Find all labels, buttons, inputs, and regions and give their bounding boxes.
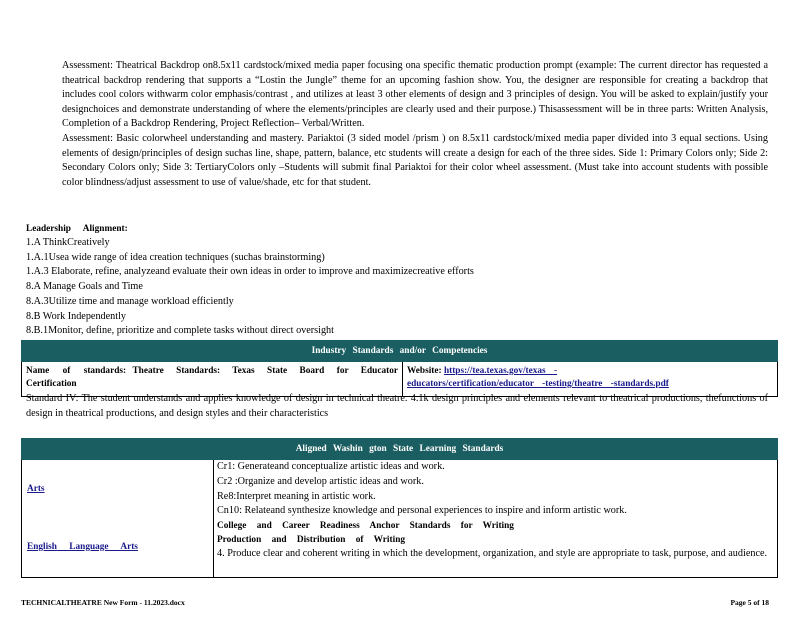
leadership-heading: Leadership Alignment: — [26, 224, 128, 234]
website-label: Website: — [407, 366, 442, 376]
leadership-line: 8.A Manage Goals and Time — [26, 281, 143, 293]
arts-standard: Cr2 :Organize and develop artistic ideas and work. — [217, 475, 424, 487]
leadership-line: 8.A.3Utilize time and manage workload efficiently — [26, 295, 234, 307]
standards-column — [214, 460, 777, 577]
leadership-line: 1.A.3 Elaborate, refine, analyzeand evaluate their own ideas in order to improve and maximizecreative efforts — [26, 266, 474, 278]
leadership-line: 8.B.1Monitor, define, prioritize and complete tasks without direct oversight — [26, 325, 334, 337]
washington-standards-banner: Aligned Washin gton State Learning Standards — [21, 438, 778, 460]
assessment-bullet-backdrop — [40, 59, 768, 132]
english-language-arts-link[interactable]: English Language Arts — [27, 542, 138, 552]
standards-name-value: Theatre Standards: Texas State Board for Educator Certification — [26, 366, 398, 389]
footer-page-number: Page 5 of 18 — [730, 598, 769, 607]
arts-standard: Cn10: Relateand synthesize knowledge and personal experiences to inspire and inform artistic work. — [217, 505, 627, 517]
assessment-bullet-colorwheel — [40, 132, 768, 190]
leadership-line: 1.A.1Usea wide range of idea creation techniques (suchas brainstorming) — [26, 251, 325, 263]
arts-standard: Cr1: Generateand conceptualize artistic ideas and work. — [217, 461, 445, 472]
ela-subheading: Production and Distribution of Writing — [217, 535, 406, 546]
standard-description: Standard IV: The student understands and applies knowledge of design in technical theatre. 4.1k design principles and elements relevant to theatrical productions, thefunctions of design in theatrical productions, and design styles and their characteristics — [26, 393, 768, 419]
standards-website-cell — [402, 362, 777, 396]
assessment-text: Assessment: Basic colorwheel understanding and mastery. Pariaktoi (3 sided model /prism ) on 8.5x11 cardstock/mixed media paper divided into 3 equal sections. Using elements of design/principles of design suchas line, shape, pattern, balance, etc students will create a design for each of the three sides. Side 1: Primary Colors only; Side 2: Secondary Colors only; Side 3: TertiaryColors only –Students will submit final Pariaktoi for their color wheel assessment. (Must take into account students with possible color blindness/adjust assessment to use of value/shade, etc for that student. — [62, 132, 768, 188]
assessment-bullets — [40, 59, 768, 190]
assessment-text: Assessment: Theatrical Backdrop on8.5x11 cardstock/mixed media paper focusing ona specific thematic production prompt (example: The current director has requested a theatrical backdrop rendering that supports a “Lostin the Jungle” theme for an upcoming fashion show. You, the designer are responsible for creating a backdrop that includes cool colors withwarm color emphasis/contrast , and utilizes at least 3 other elements of design and 3 principles of design. You will be asked to explain/justify your designchoices and demonstrate understanding of where the elements/principles are clearly used and their purpose.) Thisassessment will be in three parts: Written Analysis, Completion of a Backdrop Rendering, Project Reflection– Verbal/Written. — [62, 60, 768, 130]
washington-standards-table — [21, 460, 778, 578]
leadership-alignment — [26, 222, 766, 339]
subject-column — [22, 460, 214, 577]
leadership-line: 1.A ThinkCreatively — [26, 237, 110, 248]
industry-standards-banner: Industry Standards and/or Competencies — [21, 340, 778, 362]
standards-row — [22, 362, 777, 396]
standards-name-cell — [22, 362, 402, 396]
leadership-line: 8.B Work Independently — [26, 310, 126, 322]
arts-link[interactable]: Arts — [27, 484, 45, 494]
website-link[interactable]: https://tea.texas.gov/texas - educators/certification/educator -testing/theatre -standards.pdf — [407, 366, 669, 389]
arts-standard: Re8:Interpret meaning in artistic work. — [217, 490, 376, 502]
standards-name-label: Name of standards: — [26, 366, 127, 376]
ela-standard: 4. Produce clear and coherent writing in which the development, organization, and style are appropriate to task, purpose, and audience. — [217, 548, 768, 560]
footer-filename: TECHNICALTHEATRE New Form - 11.2023.docx — [21, 598, 185, 607]
ela-heading: College and Career Readiness Anchor Standards for Writing — [217, 521, 514, 532]
